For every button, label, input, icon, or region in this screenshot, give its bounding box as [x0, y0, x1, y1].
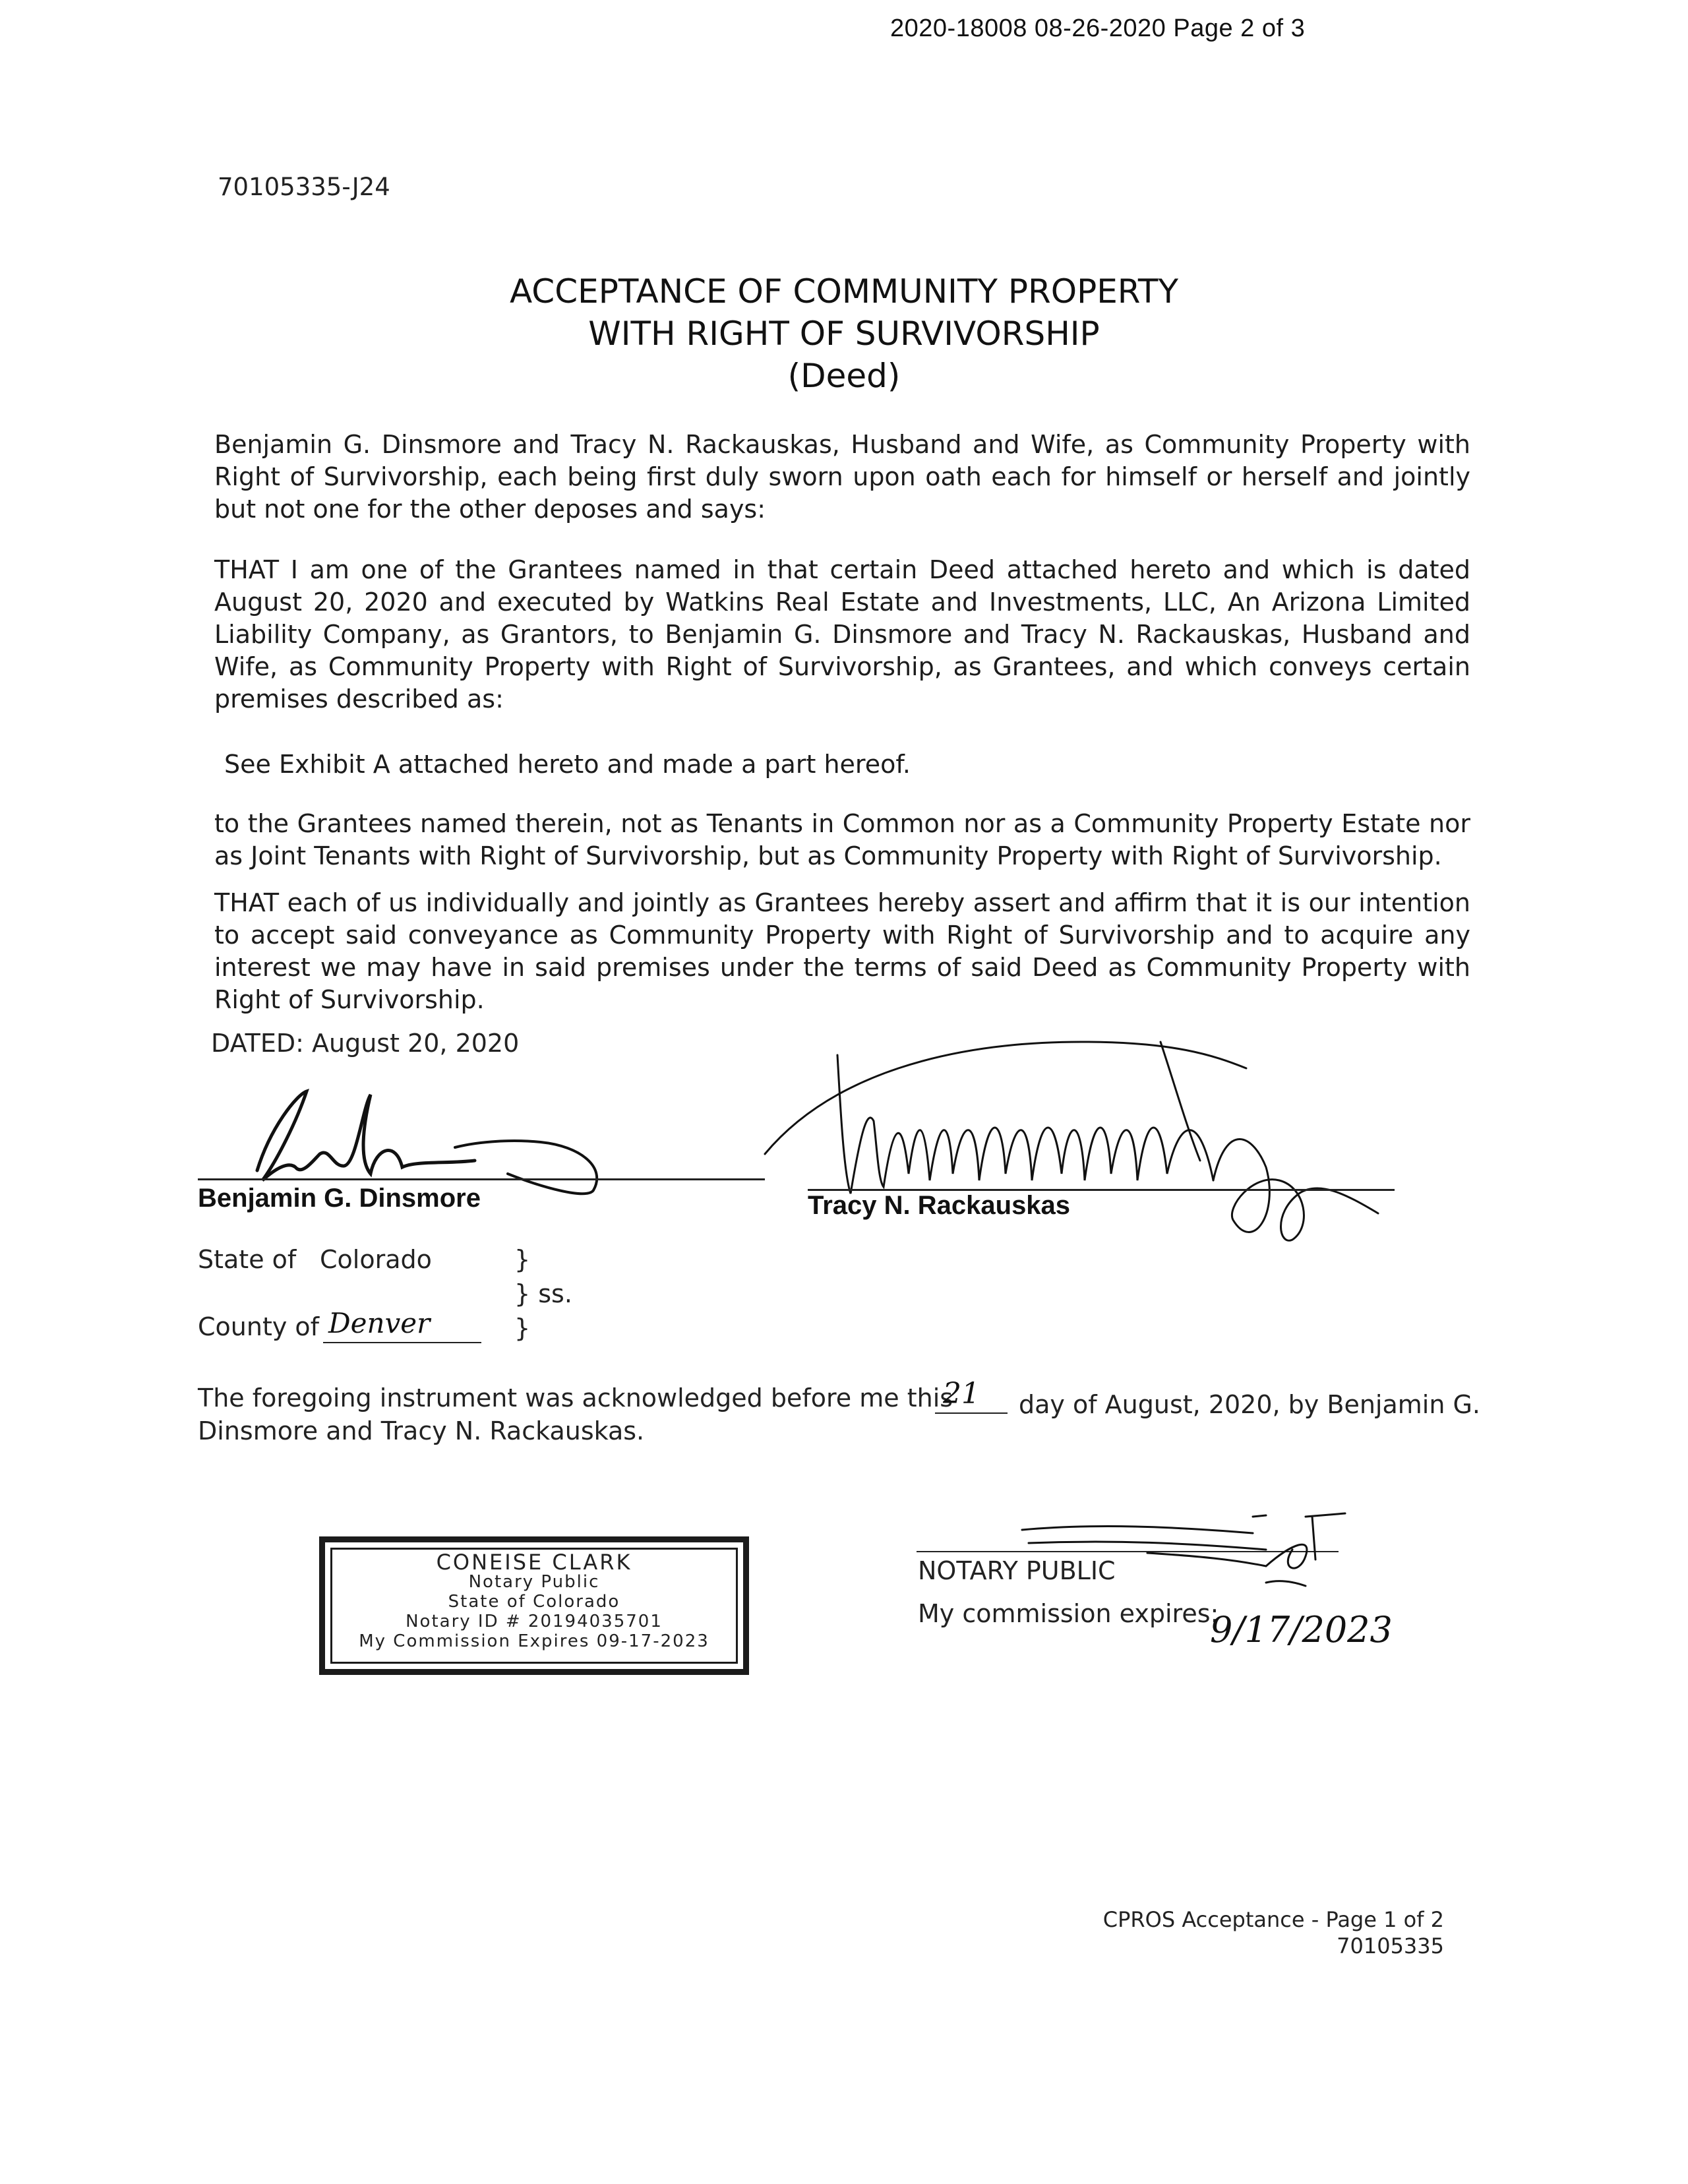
grantee-statement-paragraph: THAT I am one of the Grantees named in that certain Deed attached hereto and which is dated August 20, 2020 and executed by Watkins Real Estate and Investments, LLC, An Arizona Limited Liability Company, as Grantors, to Benjamin G. Dinsmore and Tracy N. Rackauskas, Husband and Wife, as Community Property with Right of Survivorship, as Grantees, and which conveys certain premises described as:	[214, 555, 1470, 713]
acknowledgment-day: 21	[943, 1377, 980, 1410]
county-label: County of	[198, 1312, 320, 1341]
dated-line: DATED: August 20, 2020	[211, 1029, 520, 1058]
signature-tracy	[752, 1016, 1424, 1266]
title-line-3: (Deed)	[787, 357, 901, 395]
notary-stamp	[319, 1536, 749, 1675]
signature-benjamin	[198, 1068, 620, 1200]
signature-line-benjamin	[198, 1178, 765, 1180]
stamp-notary-id: Notary ID # 20194035701	[406, 1612, 663, 1631]
county-value: Denver	[328, 1307, 431, 1339]
venue-brace-1: }	[514, 1245, 531, 1274]
stamp-state: State of Colorado	[448, 1592, 620, 1612]
assertion-paragraph: THAT each of us individually and jointly as Grantees hereby assert and affirm that it is our intention to accept said conveyance as Community Property with Right of Survivorship and to acquire any interest we may have in said premises under the terms of said Deed as Community Property with Right of Survivorship.	[214, 888, 1470, 1014]
state-label: State of	[198, 1245, 297, 1274]
signatory-benjamin-name: Benjamin G. Dinsmore	[198, 1184, 481, 1213]
state-value: Colorado	[320, 1245, 432, 1274]
exhibit-reference: See Exhibit A attached hereto and made a part hereof.	[224, 750, 911, 779]
venue-brace-ss: } ss.	[514, 1279, 572, 1308]
grantees-named-paragraph: to the Grantees named therein, not as Tenants in Common nor as a Community Property Estate nor as Joint Tenants with Right of Survivorship, but as Community Property with Right of Survivorship.	[214, 809, 1470, 870]
recording-reference: 2020-18008 08-26-2020 Page 2 of 3	[890, 15, 1306, 42]
title-line-2: WITH RIGHT OF SURVIVORSHIP	[588, 315, 1100, 353]
signatory-tracy-name: Tracy N. Rackauskas	[808, 1191, 1071, 1220]
commission-expires-label: My commission expires:	[918, 1599, 1219, 1628]
acknowledgment-text-1: The foregoing instrument was acknowledged before me this	[198, 1383, 953, 1412]
notary-public-label: NOTARY PUBLIC	[918, 1556, 1116, 1585]
county-line	[323, 1342, 481, 1343]
order-number: 70105335-J24	[218, 173, 390, 201]
stamp-notary-name: CONEISE CLARK	[436, 1550, 632, 1575]
commission-expiration-date: 9/17/2023	[1210, 1609, 1393, 1651]
footer-document-name: CPROS Acceptance - Page 1 of 2	[1102, 1907, 1444, 1932]
title-line-1: ACCEPTANCE OF COMMUNITY PROPERTY	[509, 272, 1178, 311]
venue-brace-3: }	[514, 1314, 531, 1343]
intro-paragraph: Benjamin G. Dinsmore and Tracy N. Rackauskas, Husband and Wife, as Community Property with Right of Survivorship, each being first duly sworn upon oath each for himself or herself and jointly but not one for the other deposes and says:	[214, 430, 1470, 524]
document-title	[0, 270, 1688, 397]
acknowledgment-text-3: Dinsmore and Tracy N. Rackauskas.	[198, 1416, 645, 1445]
stamp-expiration: My Commission Expires 09-17-2023	[359, 1631, 709, 1651]
acknowledgment-day-line	[935, 1412, 1008, 1414]
stamp-title: Notary Public	[468, 1572, 600, 1592]
footer-document-number: 70105335	[1337, 1933, 1444, 1958]
acknowledgment-text-2: day of August, 2020, by Benjamin G.	[1019, 1390, 1481, 1419]
